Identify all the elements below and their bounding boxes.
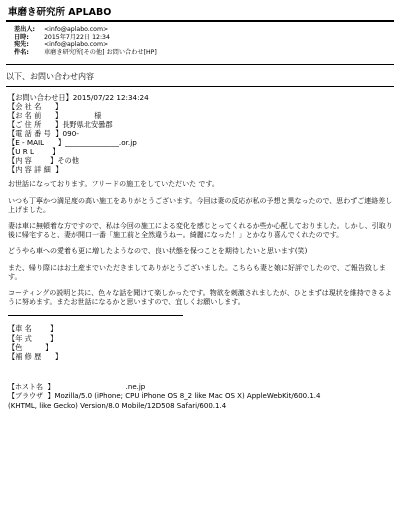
paragraph: お世話になっております。フリードの施工をしていただいた です。 [8, 180, 219, 189]
meta-date-label: 日時: [14, 33, 29, 41]
email-printout [6, 4, 394, 411]
host-info [8, 383, 394, 411]
meta-from [14, 26, 394, 34]
inquiry-form-fields [8, 93, 394, 174]
email-meta [14, 26, 394, 56]
field-hostname: 【ホスト名 】 .ne.jp [8, 383, 146, 392]
car-section-divider [8, 315, 183, 316]
sender-title: 車磨き研究所 APLABO [8, 7, 112, 18]
meta-from-label: 差出人: [14, 26, 36, 33]
meta-subject-label: 件名: [14, 48, 29, 56]
meta-divider [6, 64, 394, 65]
lead-text: 以下、お問い合わせ内容 [6, 72, 94, 82]
field-content-detail: 【内 容 詳 細 】 [8, 165, 63, 175]
car-fields [6, 324, 394, 361]
meta-subject-value: 車磨き研究所[その他] お問い合わせ[HP] [44, 48, 157, 56]
paragraph: また、帰り際にはお土産までいただきましてありがとうございました。こちらも妻と娘に好評でしたので、ご報告致します。 [8, 263, 386, 281]
meta-subject [14, 49, 394, 57]
meta-date-value: 2015年7月22日 12:34 [44, 33, 110, 41]
field-car-year: 【年 式 】 [8, 333, 58, 343]
message-body [8, 180, 394, 307]
paragraph: いつも丁寧かつ満足度の高い施工をありがとうございます。今回は妻の反応が私の予想と異なったので、思わずご連絡差し上げました。 [8, 196, 393, 214]
field-address: 【ご 住 所 】長野県北安曇郡 [8, 120, 113, 130]
paragraph: コーティングの説明と共に、色々な話を聞けて楽しかったです。物欲を刺激されましたが、ひとまずは現状を維持できるように努めます。またお世話になるかと思いますので、宜しくお願いします。 [8, 289, 392, 307]
meta-to-label: 宛先: [14, 41, 29, 49]
field-car-color: 【色 】 [8, 342, 53, 352]
field-email: 【E - MAIL 】_______________.or.jp [8, 138, 137, 148]
field-browser-cont: (KHTML, like Gecko) Version/8.0 Mobile/12D508 Safari/600.1.4 [8, 401, 227, 410]
paragraph: どうやら車への愛着も更に増したようなので、良い状態を保つことを期待したいと思います(笑) [8, 247, 308, 256]
field-inquiry-date: 【お問い合わせ日】2015/07/22 12:34:24 [8, 93, 149, 103]
paragraph: 妻は車に無頓着な方ですので、私は今回の施工による変化を感じとってくれるか些か心配しておりました。しかし、引取り後に帰宅すると、妻が開口一番「施工前と全然違うねー。綺麗になった！」とかなり喜んでくれたのです。 [8, 221, 393, 240]
lead-divider [6, 86, 394, 87]
field-content: 【内 容 】その他 [8, 156, 79, 166]
field-repair-history: 【補 修 歴 】 [8, 352, 63, 362]
meta-to-value: <info@aplabo.com> [44, 41, 109, 49]
field-company: 【会 社 名 】 [8, 102, 63, 112]
field-name: 【お 名 前 】 様 [8, 111, 102, 121]
header-divider [6, 20, 394, 22]
field-browser: 【ブラウザ 】Mozilla/5.0 (iPhone; CPU iPhone OS 8_2 like Mac OS X) AppleWebKit/600.1.4 [8, 392, 321, 401]
field-phone: 【電 話 番 号 】090- [8, 129, 79, 139]
meta-to [14, 41, 394, 49]
meta-from-value: <info@aplabo.com> [44, 26, 109, 33]
field-url: 【U R L 】 [8, 147, 60, 157]
field-car-name: 【車 名 】 [8, 324, 58, 334]
